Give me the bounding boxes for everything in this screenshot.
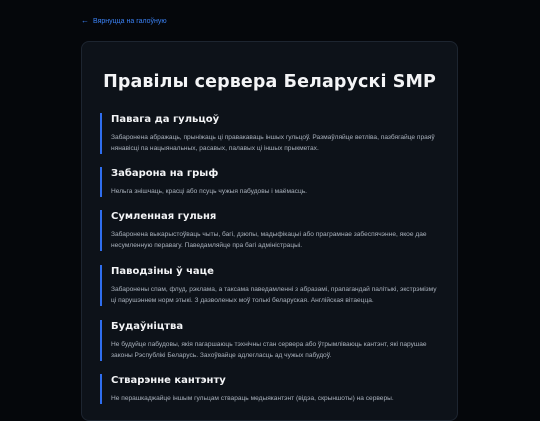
rule-section-respect (100, 113, 441, 154)
arrow-left-icon: ← (81, 16, 89, 25)
rule-text: Не будуйце пабудовы, якія пагаршаюць тэхнічны стан сервера або ўтрымліваюць кантэнт, які парушае законы Рэспублікі Беларусь. Захоўвайце адлегласць ад чужых пабудоў. (111, 341, 427, 359)
rule-text: Нельга знішчаць, красці або псуць чужыя пабудовы і маёмасць. (111, 188, 307, 195)
page-title: Правілы сервера Беларускі SMP (103, 72, 436, 92)
rule-section-chat (100, 265, 441, 306)
rule-heading: Будаўніцтва (111, 321, 184, 332)
rule-section-griefing (100, 167, 441, 197)
rule-heading: Стварэнне кантэнту (111, 375, 226, 386)
rule-section-building (100, 320, 441, 361)
back-to-home-link[interactable] (81, 17, 167, 25)
rule-section-fair-play (100, 210, 441, 251)
rule-heading: Павага да гульцоў (111, 114, 220, 125)
rule-section-content (100, 374, 441, 404)
rule-text: Не перашкаджайце іншым гульцам ствараць медыякантэнт (відэа, скрыншоты) на серверы. (111, 395, 394, 402)
rule-heading: Паводзіны ў чаце (111, 266, 214, 277)
rules-card (81, 41, 458, 421)
rule-heading: Сумленная гульня (111, 211, 217, 222)
rule-text: Забаронена выкарыстоўваць чыты, багі, дзюпы, мадыфікацыі або праграмнае забеспячэнне, якое дае несумленную перавагу. Паведамляйце пра багі адміністрацыі. (111, 231, 427, 249)
back-link-label: Вярнуцца на галоўную (93, 17, 167, 25)
rule-text: Забаронена абражаць, прыніжаць ці правакаваць іншых гульцоў. Размаўляйце ветліва, пазбягайце праяў нянавісці па нацыянальных, расавых, палавых ці іншых прыкметах. (111, 134, 435, 152)
rule-heading: Забарона на грыф (111, 168, 219, 179)
rule-text: Забаронены спам, флуд, рэклама, а таксама паведамленні з абразамі, прапагандай палітыкі, экстрэмізму ці парушэннем норм этыкі. З дазволеных моў толькі беларуская. Англійская вітаецца. (111, 286, 437, 304)
